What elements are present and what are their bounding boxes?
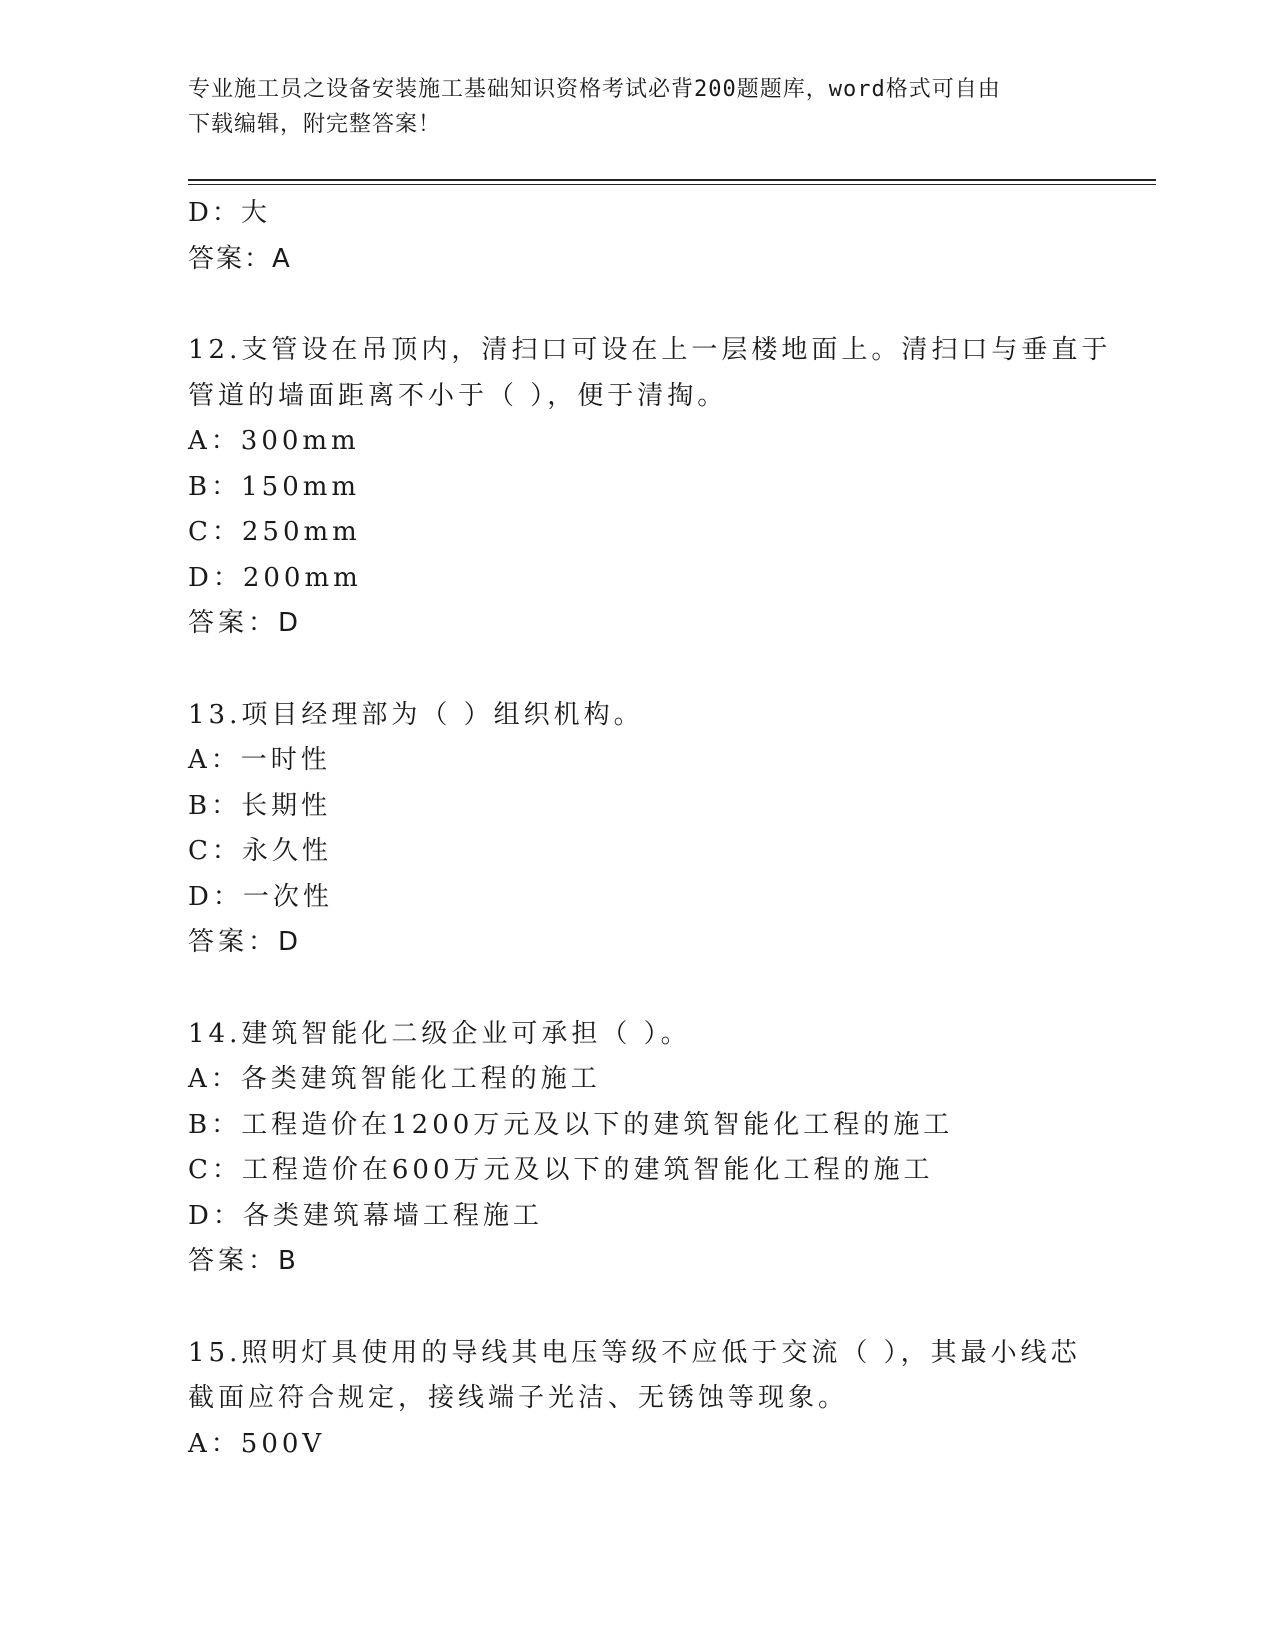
option-text: C：工程造价在600万元及以下的建筑智能化工程的施工 xyxy=(188,1155,934,1185)
header-line-2: 下载编辑，附完整答案！ xyxy=(188,112,442,137)
question-text: 13.项目经理部为（ ）组织机构。 xyxy=(188,699,644,730)
question-14 xyxy=(188,1012,1088,1285)
option-text: D：200mm xyxy=(188,562,362,593)
document-body xyxy=(188,191,1112,1467)
option-text: A：300mm xyxy=(188,426,360,456)
answer-text: 答案：D xyxy=(188,608,303,638)
option-text: D：各类建筑幕墙工程施工 xyxy=(188,1200,543,1231)
option-text: A：一时性 xyxy=(188,745,331,775)
question-text-cont: 管道的墙面距离不小于（ ），便于清掏。 xyxy=(188,380,728,411)
option-text: B：150mm xyxy=(188,471,361,502)
option-text: B：长期性 xyxy=(188,790,332,821)
option-text: A：500V xyxy=(188,1428,326,1459)
option-text: B：工程造价在1200万元及以下的建筑智能化工程的施工 xyxy=(188,1109,954,1140)
question-15 xyxy=(188,1331,1088,1468)
document-header xyxy=(188,72,1088,142)
question-12 xyxy=(188,328,1112,647)
header-line-1: 专业施工员之设备安装施工基础知识资格考试必背200题题库，word格式可自由 xyxy=(188,77,1001,102)
question-text: 14.建筑智能化二级企业可承担（ ）。 xyxy=(188,1018,691,1049)
header-rule-thin xyxy=(188,184,1156,185)
header-rule-thick xyxy=(188,179,1156,181)
question-text: 12.支管设在吊顶内，清扫口可设在上一层楼地面上。清扫口与垂直于 xyxy=(188,335,1112,365)
answer-text: 答案：B xyxy=(188,1246,300,1276)
question-text-cont: 截面应符合规定，接线端子光洁、无锈蚀等现象。 xyxy=(188,1383,849,1413)
answer-text: 答案：D xyxy=(188,927,303,957)
question-text: 15.照明灯具使用的导线其电压等级不应低于交流（ ），其最小线芯 xyxy=(188,1337,1081,1368)
option-text: D：大 xyxy=(188,198,270,228)
option-text: C：250mm xyxy=(188,517,361,547)
option-text: D：一次性 xyxy=(188,881,333,912)
answer-text: 答案：A xyxy=(188,243,292,274)
question-13 xyxy=(188,693,1088,966)
option-text: A：各类建筑智能化工程的施工 xyxy=(188,1064,601,1094)
option-text: C：永久性 xyxy=(188,836,332,866)
